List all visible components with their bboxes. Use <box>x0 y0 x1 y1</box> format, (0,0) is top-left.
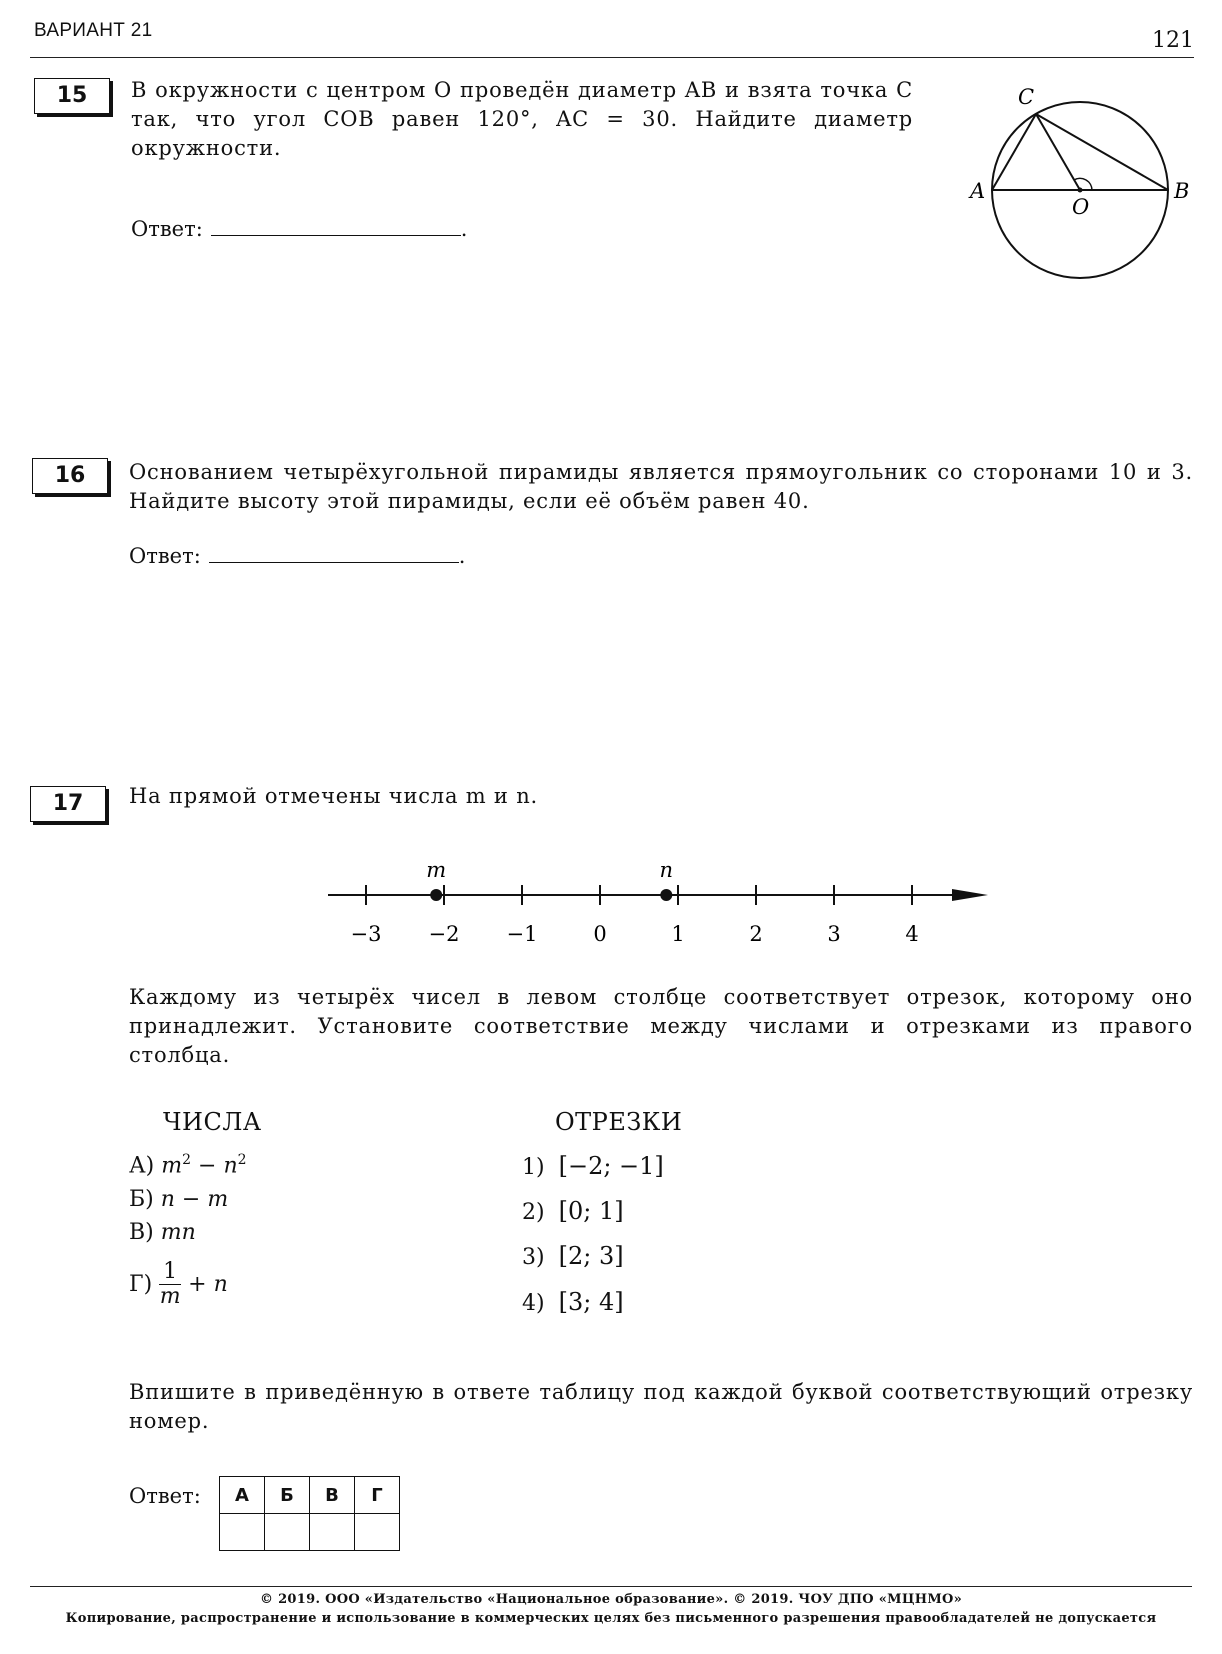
task-16-answer <box>129 542 465 568</box>
center-point <box>1078 188 1083 193</box>
segment-item-3: 3) [2; 3] <box>522 1242 624 1270</box>
number-item-g: Г) $\frac{1}{m}$ + n <box>129 1259 228 1309</box>
point-n <box>660 889 672 901</box>
tick-label: −3 <box>350 922 382 946</box>
point-label-n: n <box>659 860 674 882</box>
segment-item-1: 1) [−2; −1] <box>522 1152 664 1180</box>
item-a-label: А) <box>129 1153 155 1179</box>
task-17-number: 17 <box>30 786 106 822</box>
table-instruction: Впишите в приведённую в ответе таблицу под каждой буквой соответствующий отрезку номер. <box>129 1380 1193 1433</box>
answer-cell-b[interactable] <box>265 1514 310 1551</box>
table-header-v: В <box>310 1477 355 1514</box>
label-c: C <box>1018 85 1035 109</box>
answer-label: Ответ: <box>131 217 203 241</box>
label-b: B <box>1174 179 1190 203</box>
point-label-m: m <box>426 860 447 882</box>
task-17-intro: На прямой отмечены числа m и n. <box>129 784 539 808</box>
tick-label: 1 <box>671 922 685 946</box>
number-line-arrow <box>952 889 988 901</box>
tick-label: −1 <box>506 922 538 946</box>
answer-period: . <box>460 217 468 241</box>
number-item-v: В) mn <box>129 1220 196 1245</box>
task-16-text: Основанием четырёхугольной пирамиды является прямоугольник со сторонами 10 и 3. Найдите высоту этой пирамиды, если её объём равен 40. <box>129 460 1193 513</box>
tick-label: 4 <box>905 922 919 946</box>
task-17-instruction: Каждому из четырёх чисел в левом столбце соответствует отрезок, которому оно принадлежит. Установите соответствие между числами и отрезками из правого столбца. <box>129 985 1193 1067</box>
segment-item-4: 4) [3; 4] <box>522 1288 624 1316</box>
footer-notice: Копирование, распространение и использование в коммерческих целях без письменного разрешения правообладателей не допускается <box>65 1611 1157 1626</box>
answer-field[interactable] <box>209 542 459 563</box>
tick-label: −2 <box>428 922 460 946</box>
header-divider <box>30 57 1194 58</box>
tick-label: 0 <box>593 922 607 946</box>
chord-ac <box>992 114 1036 190</box>
tick-label: 2 <box>749 922 763 946</box>
number-line <box>320 860 1000 950</box>
table-header-a: А <box>220 1477 265 1514</box>
answer-cell-v[interactable] <box>310 1514 355 1551</box>
label-a: A <box>970 179 986 203</box>
variant-title: ВАРИАНТ 21 <box>34 20 153 41</box>
radius-oc <box>1036 114 1080 190</box>
task-16-number: 16 <box>32 458 108 494</box>
page-number: 121 <box>1152 28 1194 53</box>
chord-cb <box>1036 114 1168 190</box>
segments-column-header: ОТРЕЗКИ <box>555 1108 683 1136</box>
number-item-a: А) $m^2 - n^2$ <box>129 1152 247 1179</box>
tick-label: 3 <box>827 922 841 946</box>
numbers-column-header: ЧИСЛА <box>163 1108 262 1136</box>
footer-divider <box>30 1586 1192 1587</box>
answer-label: Ответ: <box>129 544 201 568</box>
task-15-answer <box>131 215 467 241</box>
answer-period: . <box>458 544 466 568</box>
circle-figure <box>960 80 1200 290</box>
answer-table <box>219 1476 400 1551</box>
task-15-text: В окружности с центром O проведён диаметр AB и взята точка C так, что угол COB равен 120°, AC = 30. Найдите диаметр окружности. <box>131 78 913 160</box>
point-m <box>430 889 442 901</box>
answer-cell-a[interactable] <box>220 1514 265 1551</box>
table-header-g: Г <box>355 1477 400 1514</box>
table-header-b: Б <box>265 1477 310 1514</box>
task-15-number: 15 <box>34 78 110 114</box>
footer-copyright: © 2019. ООО «Издательство «Национальное образование». © 2019. ЧОУ ДПО «МЦНМО» <box>259 1592 963 1607</box>
number-item-b: Б) n − m <box>129 1187 229 1212</box>
fraction-1-over-m: $\frac{1}{m}$ <box>159 1259 181 1309</box>
segment-item-2: 2) [0; 1] <box>522 1197 624 1225</box>
label-o: O <box>1072 195 1090 219</box>
task-17-answer-label: Ответ: <box>129 1484 201 1508</box>
answer-cell-g[interactable] <box>355 1514 400 1551</box>
answer-field[interactable] <box>211 215 461 236</box>
